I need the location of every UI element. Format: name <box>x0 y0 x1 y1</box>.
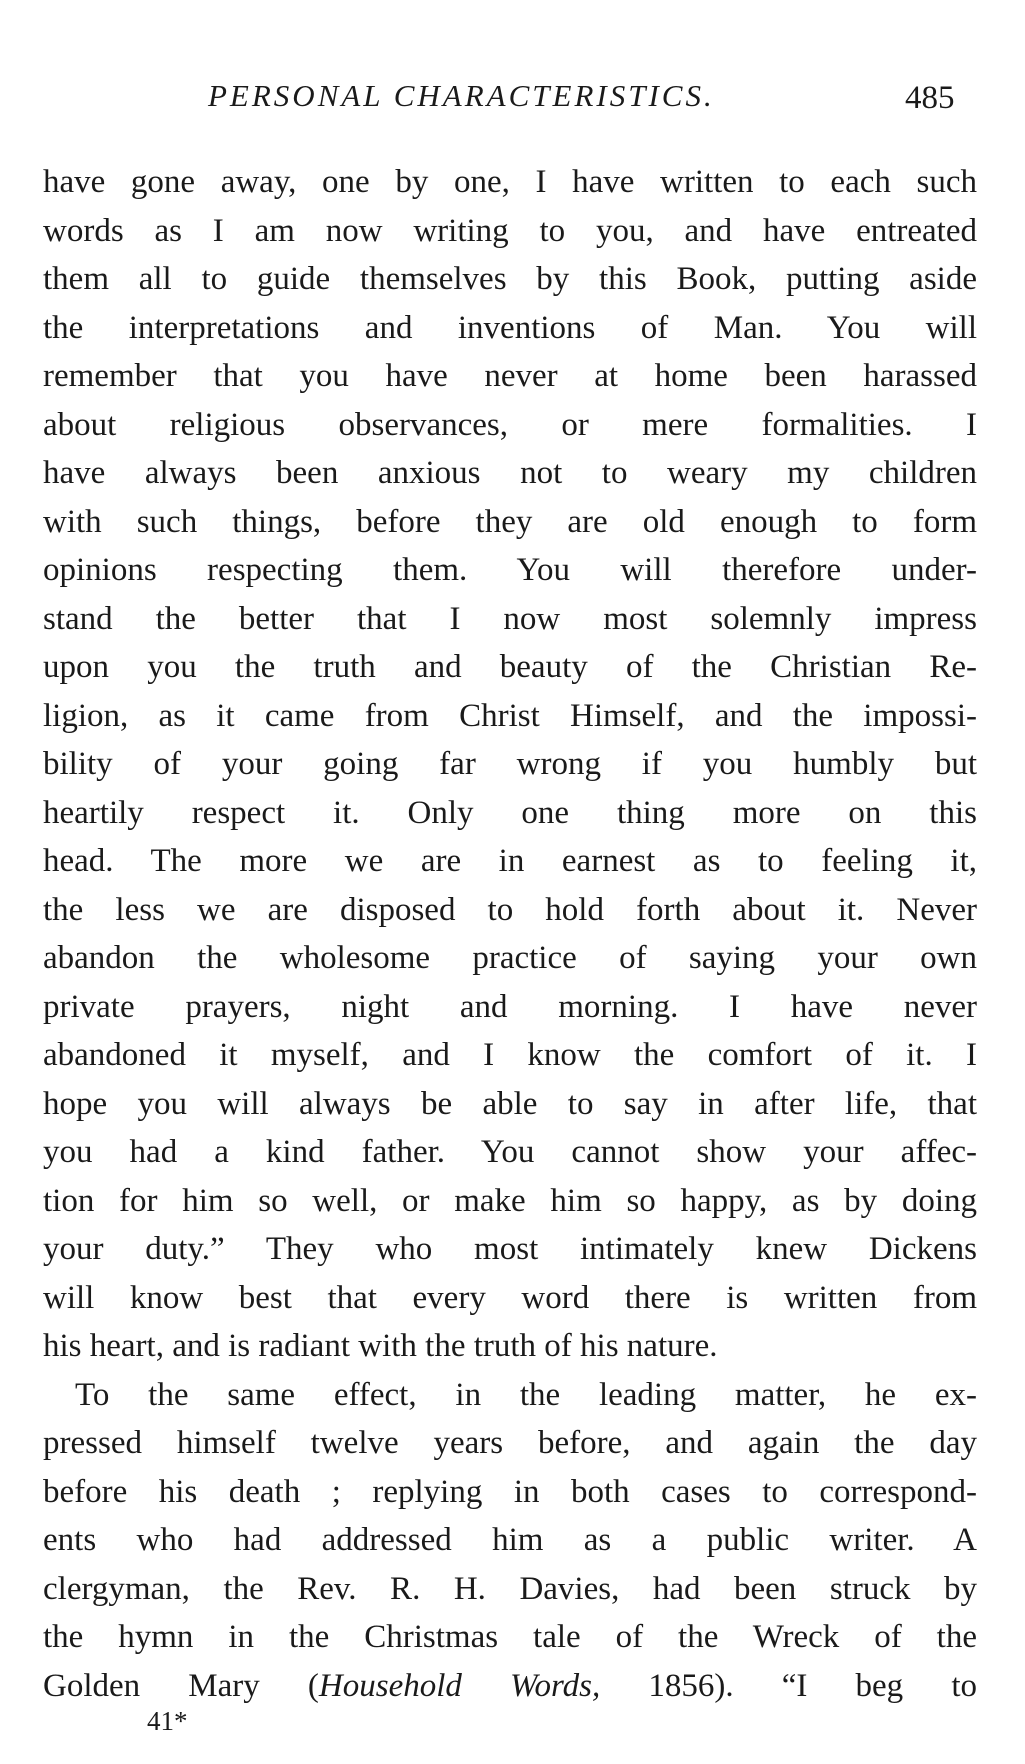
text-line: your duty.” They who most intimately knew Dickens <box>43 1231 977 1267</box>
text-line: abandon the wholesome practice of saying your own <box>43 940 977 976</box>
italic-title: Household Words, <box>318 1667 601 1704</box>
text-line: ligion, as it came from Christ Himself, and the impossi- <box>43 697 977 734</box>
text-line: words as I am now writing to you, and have entreated <box>43 212 977 249</box>
running-head-title: PERSONAL CHARACTERISTICS. <box>208 78 715 113</box>
text-line: hope you will always be able to say in after life, that <box>43 1085 977 1122</box>
text-line: heartily respect it. Only one thing more on this <box>43 794 977 831</box>
text-line: pressed himself twelve years before, and again the day <box>43 1425 977 1461</box>
page-number: 485 <box>905 80 955 116</box>
text-line: with such things, before they are old enough to form <box>43 503 977 540</box>
text-line: you had a kind father. You cannot show your affec- <box>43 1134 977 1170</box>
text-line: private prayers, night and morning. I have never <box>43 988 977 1025</box>
text-line: upon you the truth and beauty of the Christian Re- <box>43 649 977 685</box>
text-line: will know best that every word there is written from <box>43 1279 977 1316</box>
text-line-final <box>43 1662 977 1711</box>
text-line: head. The more we are in earnest as to feeling it, <box>43 843 977 879</box>
text-line: ents who had addressed him as a public writer. A <box>43 1522 977 1558</box>
text-line: the less we are disposed to hold forth about it. Never <box>43 891 977 928</box>
text-line: clergyman, the Rev. R. H. Davies, had been struck by <box>43 1570 977 1607</box>
text-line: about religious observances, or mere formalities. I <box>43 406 977 443</box>
text-line: bility of your going far wrong if you humbly but <box>43 746 977 782</box>
text-line: the interpretations and inventions of Man. You will <box>43 309 977 346</box>
text-line: before his death ; replying in both cases to correspond- <box>43 1473 977 1510</box>
text-line: his heart, and is radiant with the truth of his nature. <box>43 1328 718 1364</box>
text-line: stand the better that I now most solemnly impress <box>43 600 977 637</box>
text-line: the hymn in the Christmas tale of the Wreck of the <box>43 1619 977 1655</box>
final-line-tail: 1856). “I beg to <box>600 1667 977 1704</box>
body-text <box>43 158 977 1710</box>
text-line: have gone away, one by one, I have written to each such <box>43 164 977 200</box>
final-line-lead: Golden Mary ( <box>43 1667 319 1704</box>
text-line: them all to guide themselves by this Book, putting aside <box>43 261 977 297</box>
text-line-paragraph-start: To the same effect, in the leading matter, he ex- <box>75 1376 977 1413</box>
text-line: tion for him so well, or make him so happy, as by doing <box>43 1182 977 1219</box>
signature-mark: 41* <box>147 1706 188 1736</box>
text-line: opinions respecting them. You will therefore under- <box>43 552 977 588</box>
text-line: remember that you have never at home been harassed <box>43 358 977 394</box>
text-line: have always been anxious not to weary my children <box>43 455 977 491</box>
text-line: abandoned it myself, and I know the comfort of it. I <box>43 1037 977 1073</box>
